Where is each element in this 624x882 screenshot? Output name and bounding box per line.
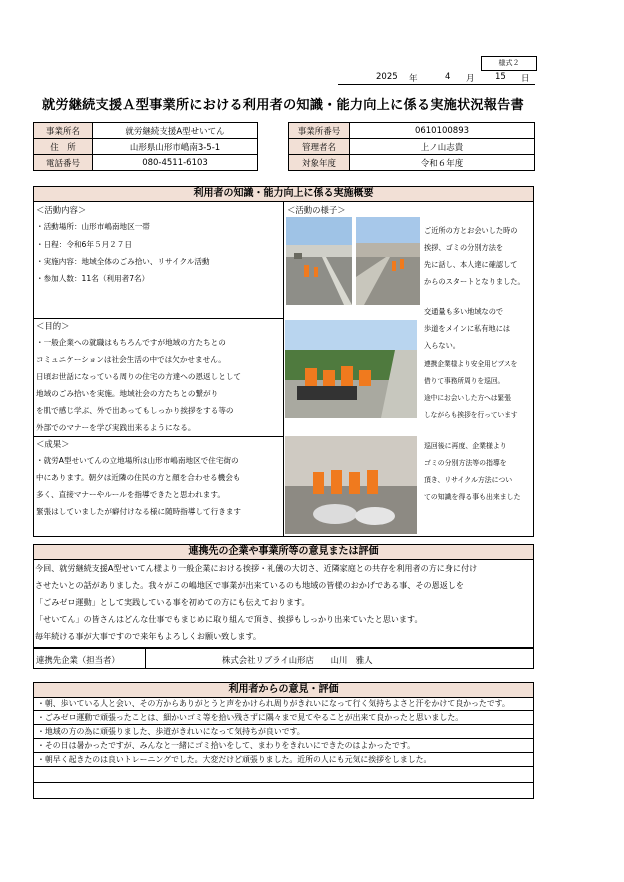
photo-note-4: ゴミの分別方法等の指導を [424, 459, 507, 467]
date-month-unit: 月 [466, 74, 475, 84]
target-year: 令和６年度 [350, 155, 535, 171]
activity-photo-group-1 [285, 320, 417, 418]
photo-note-3: しながらも挨拶を行っています [424, 411, 518, 419]
date-day-unit: 日 [521, 74, 530, 84]
partner-header: 連携先の企業や事業所等の意見または評価 [33, 544, 534, 560]
partner-company-divider [145, 648, 146, 669]
purpose-line: 日頃お世話になっている周りの住宅の方達への恩返しとして [36, 372, 242, 381]
result-line: 緊張はしていましたが癖付けなる様に随時指導して行きます [36, 507, 242, 516]
photo-note-3: 連携企業様より安全用ビブスを [424, 360, 518, 368]
photo-note-1: 挨拶、ゴミの分別方法を [424, 243, 504, 252]
user-comment-row: ・ごみゼロ運動で頑張ったことは、細かいゴミ等を拾い残さずに隅々まで見てやることが出来て良かったと思いました。 [33, 711, 534, 725]
date-month: 4 [445, 72, 451, 82]
result-line: ・就労A型せいてんの立地場所は山形市嶋南地区で住宅街の [36, 456, 239, 465]
photo-note-3: 借りて事務所周りを巡回。 [424, 377, 505, 385]
partner-line: 「ごみゼロ運動」として実践している事を初めての方にも伝えております。 [35, 597, 310, 607]
date-year-unit: 年 [409, 74, 418, 84]
manager-label: 管理者名 [289, 139, 350, 155]
office-info-table [33, 122, 535, 171]
office-no: 0610100893 [350, 123, 535, 139]
user-comment-row [33, 767, 534, 783]
partner-line: 今回、就労継続支援A型せいてん様より一般企業における挨拶・礼儀の大切さ、近隣家庭との共存を利用者の方に身に付け [35, 563, 478, 573]
photo-note-2: 歩道をメインに私有地には [424, 324, 511, 333]
office-no-label: 事業所番号 [289, 123, 350, 139]
user-comment-row: ・その日は暑かったですが、みんなと一緒にゴミ拾いをして、まわりをきれいにできたのはよかったです。 [33, 739, 534, 753]
user-comment-row: ・朝、歩いている人と会い、その方からありがとうと声をかけられ周りがきれいになって行く気持ちよさと汗をかけて良かったです。 [33, 697, 534, 711]
year-label: 対象年度 [289, 155, 350, 171]
report-date [338, 70, 535, 85]
manager: 上ノ山志貴 [350, 139, 535, 155]
photo-note-2: 交通量も多い地域なので [424, 307, 504, 316]
result-divider [33, 436, 283, 437]
activity-title: ＜活動内容＞ [36, 205, 87, 215]
result-line: 中にあります。朝夕は近隣の住民の方と顔を合わせる機会も [36, 473, 241, 482]
activity-photo-group-2 [285, 436, 417, 534]
office-name: 就労継続支援A型せいてん [93, 123, 258, 139]
date-day: 15 [495, 72, 506, 82]
phone-label: 電話番号 [34, 155, 93, 171]
partner-line: 毎年続ける事が大事ですので来年もよろしくお願い致します。 [35, 631, 261, 641]
activity-line: ・参加人数：11名（利用者7名） [36, 274, 150, 283]
scene-title: ＜活動の様子＞ [287, 205, 346, 215]
photo-note-4: ての知識を得る事も出来ました [424, 493, 521, 501]
user-comment-row [33, 783, 534, 799]
purpose-line: 地域のごみ拾いを実施。地域社会の方たちとの繋がり [36, 389, 219, 398]
office-name-label: 事業所名 [34, 123, 93, 139]
purpose-title: ＜目的＞ [36, 321, 70, 331]
address-label: 住 所 [34, 139, 93, 155]
purpose-line: を肌で感じ学ぶ、外で出あってもしっかり挨拶をする等の [36, 406, 234, 415]
activity-photo-street-1 [286, 217, 352, 305]
activity-line: ・活動場所：山形市嶋南地区一帯 [36, 222, 150, 231]
photo-note-1: ご近所の方とお会いした時の [424, 226, 518, 235]
purpose-line: 外部でのマナーを学び実践出来るようになる。 [36, 423, 196, 432]
partner-line: 「せいてん」の皆さんはどんな仕事でもまじめに取り組んで頂き、挨拶もしっかり出来ていたと思います。 [35, 614, 423, 624]
user-comment-row: ・地域の方の為に頑張りました、歩道がきれいになって気持ちが良いです。 [33, 725, 534, 739]
purpose-line: コミュニケーションは社会生活の中では欠かせません。 [36, 355, 226, 364]
activity-line: ・日程：令和6年５月２７日 [36, 240, 132, 249]
partner-company-label: 連携先企業（担当者） [36, 655, 120, 665]
form-tag: 様式２ [481, 56, 537, 71]
result-line: 多く、直接マナーやルールを指導できたと思われます。 [36, 490, 225, 499]
photo-note-1: からのスタートとなりました。 [424, 277, 525, 286]
users-header: 利用者からの意見・評価 [33, 682, 534, 698]
phone: 080-4511-6103 [93, 155, 258, 171]
photo-note-1: 先に話し、本人達に確認して [424, 260, 518, 269]
user-comment-row: ・朝早く起きたのは良いトレーニングでした。大変だけど頑張りました。近所の人にも元気に挨拶をしました。 [33, 753, 534, 767]
activity-photo-street-2 [356, 217, 420, 305]
summary-divider [283, 201, 284, 537]
activity-line: ・実施内容：地域全体のごみ拾い、リサイクル活動 [36, 257, 210, 266]
address: 山形県山形市嶋南3-5-1 [93, 139, 258, 155]
purpose-line: ・一般企業への就職はもちろんですが地域の方たちとの [36, 338, 226, 347]
partner-company: 株式会社リブライ山形店 山川 雅人 [222, 655, 373, 665]
summary-header: 利用者の知識・能力向上に係る実施概要 [33, 186, 534, 202]
result-title: ＜成果＞ [36, 439, 70, 449]
date-year: 2025 [376, 72, 398, 82]
partner-line: させたいとの話がありました。我々がこの嶋地区で事業が出来ているのも地域の皆様のおかげである事、その恩返しを [35, 580, 464, 590]
photo-note-4: 巡回後に再度、企業様より [424, 442, 507, 450]
photo-note-2: 入らない。 [424, 341, 460, 350]
photo-note-3: 途中にお会いした方へは緊張 [424, 394, 511, 402]
purpose-divider [33, 318, 283, 319]
page-title: 就労継続支援Ａ型事業所における利用者の知識・能力向上に係る実施状況報告書 [42, 98, 524, 113]
photo-note-4: 頂き、リサイクル方法につい [424, 476, 513, 484]
